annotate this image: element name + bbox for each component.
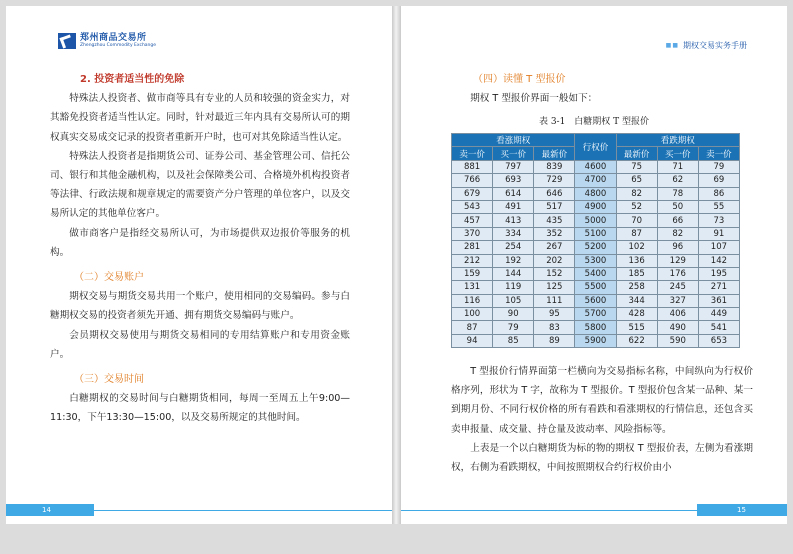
t-quote-intro: 期权 T 型报价界面一般如下： [470, 93, 598, 105]
quote-cell: 352 [534, 227, 575, 240]
table-row [452, 187, 740, 200]
quote-cell: 797 [493, 160, 534, 173]
quote-cell: 55 [698, 200, 739, 213]
trading-account-paragraph-2: 会员期权交易使用与期货交易相同的专用结算账户和专用资金账户。 [50, 329, 350, 360]
book-spine [392, 6, 401, 524]
decorative-dots-icon: ■■ [665, 42, 679, 49]
section-2-paragraph-2: 特殊法人投资者是指期货公司、证券公司、基金管理公司、信托公司、银行和其他金融机构，以及社会保障类公司、合格境外机构投资者等法律、行政法规和规章规定的需要资产分户管理的单位客户，以及交易所认定的其他单位客户。 [50, 150, 350, 220]
quote-cell: 91 [698, 227, 739, 240]
quote-cell: 82 [657, 227, 698, 240]
quote-cell: 52 [616, 200, 657, 213]
quote-cell: 212 [452, 254, 493, 267]
quote-cell: 85 [493, 334, 534, 347]
quote-cell: 131 [452, 281, 493, 294]
quote-cell: 254 [493, 241, 534, 254]
quote-cell: 370 [452, 227, 493, 240]
quote-cell: 361 [698, 294, 739, 307]
strike-price-cell: 5300 [575, 254, 616, 267]
quote-cell: 75 [616, 160, 657, 173]
right-page-number: 15 [737, 506, 746, 514]
quote-cell: 176 [657, 267, 698, 280]
quote-cell: 281 [452, 241, 493, 254]
table-row [452, 227, 740, 240]
quote-cell: 69 [698, 174, 739, 187]
quote-cell: 646 [534, 187, 575, 200]
section-2-paragraph-1: 特殊法人投资者、做市商等具有专业的人员和较强的资金实力，对其豁免投资者适当性认定。同时，针对最近三年内具有交易所认可的期权真实交易成交记录的投资者重新开户时，也可对其免除适当性认定。 [50, 93, 350, 143]
quote-cell: 185 [616, 267, 657, 280]
quote-cell: 78 [657, 187, 698, 200]
quote-cell: 693 [493, 174, 534, 187]
quote-cell: 881 [452, 160, 493, 173]
table-caption: 表 3-1 白糖期权 T 型报价 [538, 117, 650, 127]
quote-cell: 116 [452, 294, 493, 307]
t-quote-paragraph-1: T 型报价行情界面第一栏横向为交易指标名称，中间纵向为行权价格序列，形状为 T 字，故称为 T 型报价。T 型报价包含某一品种、某一到期月份、不同行权价格的所有看跌和看涨期权的行情信息，还包含买卖申报量、成交量、持仓量及波动率、风险指标等。 [451, 366, 753, 435]
table-row [452, 308, 740, 321]
strike-price-cell: 4800 [575, 187, 616, 200]
left-page [6, 6, 392, 524]
quote-cell: 729 [534, 174, 575, 187]
quote-cell: 334 [493, 227, 534, 240]
book-title-header [666, 40, 747, 51]
quote-cell: 435 [534, 214, 575, 227]
quote-cell: 87 [616, 227, 657, 240]
left-text-block [50, 70, 350, 428]
trading-time-paragraph: 白糖期权的交易时间与白糖期货相同，每周一至周五上午9:00—11:30，下午13:30—15:00，以及交易所规定的其他时间。 [50, 393, 350, 424]
quote-cell: 202 [534, 254, 575, 267]
strike-price-cell: 4900 [575, 200, 616, 213]
call-last-header: 最新价 [534, 147, 575, 160]
table-row [452, 267, 740, 280]
left-page-number: 14 [42, 506, 51, 514]
strike-price-cell: 5900 [575, 334, 616, 347]
section-2-title: 2. 投资者适当性的免除 [80, 74, 185, 85]
quote-cell: 159 [452, 267, 493, 280]
quote-cell: 89 [534, 334, 575, 347]
book-title: 期权交易实务手册 [683, 41, 747, 50]
quote-cell: 73 [698, 214, 739, 227]
quote-cell: 87 [452, 321, 493, 334]
t-quote-table-body [452, 160, 740, 347]
quote-cell: 344 [616, 294, 657, 307]
quote-cell: 679 [452, 187, 493, 200]
exchange-logo [58, 33, 156, 49]
quote-cell: 491 [493, 200, 534, 213]
quote-cell: 428 [616, 308, 657, 321]
quote-cell: 125 [534, 281, 575, 294]
quote-cell: 245 [657, 281, 698, 294]
quote-cell: 543 [452, 200, 493, 213]
quote-cell: 142 [698, 254, 739, 267]
quote-cell: 413 [493, 214, 534, 227]
put-bid-header: 买一价 [657, 147, 698, 160]
quote-cell: 95 [534, 308, 575, 321]
quote-cell: 96 [657, 241, 698, 254]
quote-cell: 515 [616, 321, 657, 334]
quote-cell: 102 [616, 241, 657, 254]
quote-cell: 449 [698, 308, 739, 321]
trading-time-title: （三）交易时间 [74, 374, 144, 386]
quote-cell: 105 [493, 294, 534, 307]
table-row [452, 334, 740, 347]
quote-cell: 327 [657, 294, 698, 307]
quote-cell: 406 [657, 308, 698, 321]
exchange-logo-icon [58, 33, 76, 49]
call-bid-header: 买一价 [493, 147, 534, 160]
call-ask-header: 卖一价 [452, 147, 493, 160]
quote-cell: 152 [534, 267, 575, 280]
quote-cell: 71 [657, 160, 698, 173]
quote-cell: 82 [616, 187, 657, 200]
quote-cell: 79 [493, 321, 534, 334]
put-ask-header: 卖一价 [698, 147, 739, 160]
call-options-header: 看涨期权 [452, 134, 575, 147]
quote-cell: 766 [452, 174, 493, 187]
quote-cell: 136 [616, 254, 657, 267]
quote-cell: 258 [616, 281, 657, 294]
strike-price-cell: 5200 [575, 241, 616, 254]
quote-cell: 100 [452, 308, 493, 321]
quote-cell: 111 [534, 294, 575, 307]
table-row [452, 160, 740, 173]
quote-cell: 129 [657, 254, 698, 267]
quote-cell: 79 [698, 160, 739, 173]
quote-cell: 192 [493, 254, 534, 267]
quote-cell: 65 [616, 174, 657, 187]
quote-cell: 541 [698, 321, 739, 334]
quote-cell: 70 [616, 214, 657, 227]
quote-cell: 267 [534, 241, 575, 254]
table-row [452, 200, 740, 213]
quote-cell: 119 [493, 281, 534, 294]
strike-price-cell: 5400 [575, 267, 616, 280]
quote-cell: 590 [657, 334, 698, 347]
trading-account-paragraph-1: 期权交易与期货交易共用一个账户，使用相同的交易编码。参与白糖期权交易的投资者须先开通、拥有期货交易编码与账户。 [50, 291, 350, 322]
quote-cell: 83 [534, 321, 575, 334]
strike-price-cell: 5500 [575, 281, 616, 294]
right-text-block [451, 362, 753, 477]
table-row [452, 241, 740, 254]
quote-cell: 457 [452, 214, 493, 227]
quote-cell: 517 [534, 200, 575, 213]
strike-price-cell: 5600 [575, 294, 616, 307]
put-options-header: 看跌期权 [616, 134, 739, 147]
quote-cell: 271 [698, 281, 739, 294]
strike-price-header: 行权价 [575, 134, 616, 161]
quote-cell: 62 [657, 174, 698, 187]
quote-cell: 490 [657, 321, 698, 334]
quote-cell: 144 [493, 267, 534, 280]
quote-cell: 614 [493, 187, 534, 200]
quote-cell: 107 [698, 241, 739, 254]
t-quote-paragraph-2: 上表是一个以白糖期货为标的物的期权 T 型报价表，左侧为看涨期权，右侧为看跌期权，中间按照期权合约行权价由小 [451, 442, 753, 474]
left-footer-bar [6, 504, 94, 516]
table-row [452, 294, 740, 307]
strike-price-cell: 5700 [575, 308, 616, 321]
t-quote-table [451, 133, 740, 348]
put-last-header: 最新价 [616, 147, 657, 160]
table-row [452, 321, 740, 334]
logo-chinese-name: 郑州商品交易所 [80, 32, 147, 43]
quote-cell: 90 [493, 308, 534, 321]
strike-price-cell: 4600 [575, 160, 616, 173]
table-row [452, 254, 740, 267]
section-2-paragraph-3: 做市商客户是指经交易所认可，为市场提供双边报价等服务的机构。 [50, 227, 350, 258]
strike-price-cell: 4700 [575, 174, 616, 187]
right-heading-block [451, 70, 751, 108]
quote-cell: 86 [698, 187, 739, 200]
t-quote-title: （四）读懂 T 型报价 [473, 74, 566, 85]
table-row [452, 281, 740, 294]
right-footer-bar [697, 504, 787, 516]
quote-cell: 66 [657, 214, 698, 227]
strike-price-cell: 5800 [575, 321, 616, 334]
strike-price-cell: 5000 [575, 214, 616, 227]
table-row [452, 214, 740, 227]
quote-cell: 94 [452, 334, 493, 347]
right-page [401, 6, 787, 524]
logo-english-name: Zhengzhou Commodity Exchange [80, 42, 157, 48]
quote-cell: 50 [657, 200, 698, 213]
quote-cell: 653 [698, 334, 739, 347]
quote-cell: 195 [698, 267, 739, 280]
strike-price-cell: 5100 [575, 227, 616, 240]
table-row [452, 174, 740, 187]
trading-account-title: （二）交易账户 [74, 272, 144, 284]
quote-cell: 622 [616, 334, 657, 347]
quote-cell: 839 [534, 160, 575, 173]
